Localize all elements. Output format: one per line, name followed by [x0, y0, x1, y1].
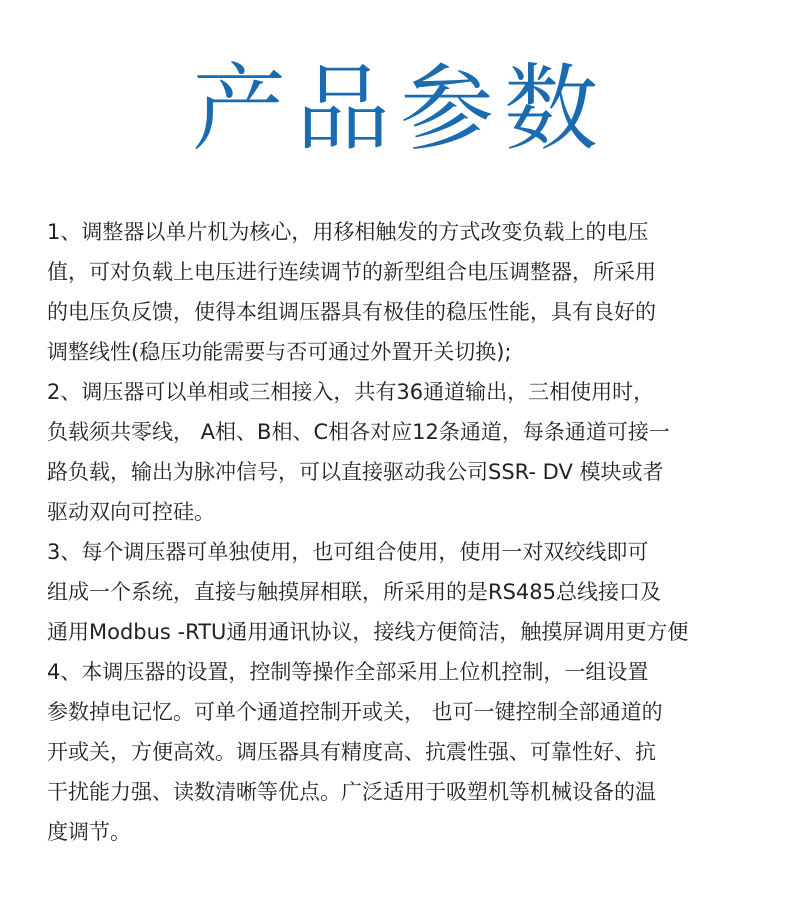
description-line: 组成一个系统，直接与触摸屏相联，所采用的是RS485总线接口及	[47, 580, 662, 604]
description-line: 2、调压器可以单相或三相接入，共有36通道输出，三相使用时，	[47, 380, 655, 404]
description-line: 开或关，方便高效。调压器具有精度高、抗震性强、可靠性好、抗	[47, 740, 656, 764]
description-line: 参数掉电记忆。可单个通道控制开或关， 也可一键控制全部通道的	[47, 700, 663, 724]
description-line: 负载须共零线， A相、B相、C相各对应12条通道，每条通道可接一	[47, 420, 670, 444]
description-line: 的电压负反馈，使得本组调压器具有极佳的稳压性能，具有良好的	[47, 300, 656, 324]
description-line: 4、本调压器的设置，控制等操作全部采用上位机控制，一组设置	[47, 660, 649, 684]
page-title: 产品参数	[191, 55, 608, 164]
description-line: 度调节。	[47, 820, 131, 844]
description-line: 3、每个调压器可单独使用，也可组合使用，使用一对双绞线即可	[47, 540, 649, 564]
description-line: 驱动双向可控硅。	[47, 500, 215, 524]
description-line: 1、调整器以单片机为核心，用移相触发的方式改变负载上的电压	[47, 220, 649, 244]
description-line: 干扰能力强、读数清晰等优点。广泛适用于吸塑机等机械设备的温	[47, 780, 656, 804]
description-line: 调整线性(稳压功能需要与否可通过外置开关切换);	[47, 340, 512, 364]
description-line: 通用Modbus -RTU通用通讯协议，接线方便简洁，触摸屏调用更方便	[47, 620, 689, 644]
description-line: 值，可对负载上电压进行连续调节的新型组合电压调整器，所采用	[47, 260, 656, 284]
description-line: 路负载，输出为脉冲信号，可以直接驱动我公司SSR- DV 模块或者	[47, 460, 664, 484]
product-description	[47, 212, 757, 852]
